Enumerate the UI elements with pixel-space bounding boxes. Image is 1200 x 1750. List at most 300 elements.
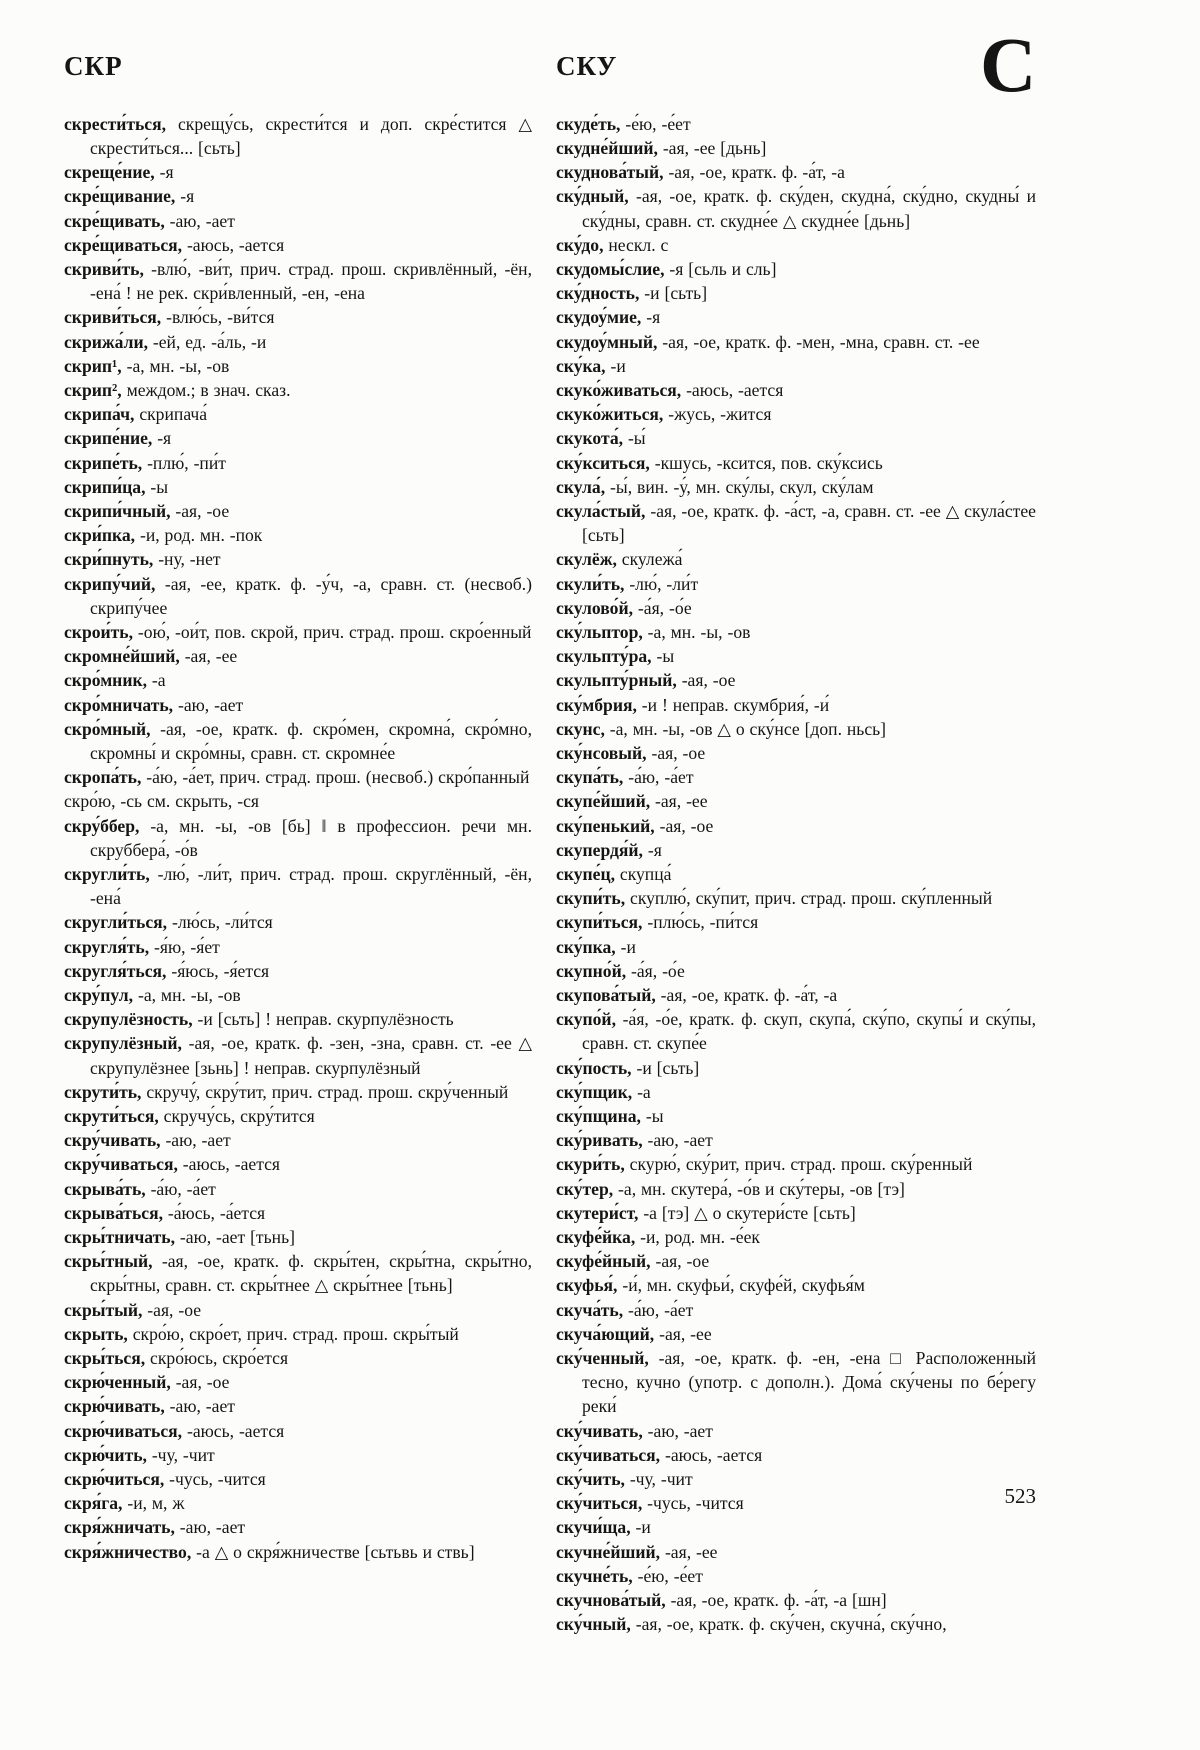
dictionary-entries-left <box>64 112 532 1564</box>
entry-body: -чу, -чит <box>151 1444 215 1465</box>
entry-body: -а́ю, -а́ет <box>628 767 694 788</box>
headword: скры́тный, <box>64 1251 153 1272</box>
headword: ску́ривать, <box>556 1130 643 1151</box>
entry-body: -а [тэ] △ о скутери́сте [сьть] <box>643 1202 856 1223</box>
entry-body: скручу́сь, скру́тится <box>163 1106 315 1127</box>
entry-body: -е́ю, -е́ет <box>625 113 691 134</box>
headword: скрю́чиваться, <box>64 1420 183 1441</box>
entry-body: -и <box>620 936 636 957</box>
entry-body: -а́юсь, -а́ется <box>167 1202 266 1223</box>
dictionary-entry <box>556 330 1036 354</box>
entry-body: -ая, -ое <box>147 1299 202 1320</box>
headword: скрю́ченный, <box>64 1372 171 1393</box>
entry-body: -аю, -ает <box>169 210 235 231</box>
entry-body: -кшусь, -ксится, пов. ску́ксись <box>654 452 883 473</box>
entry-body: -а, мн. -ы, -ов △ о ску́нсе [доп. ньсь] <box>609 718 887 739</box>
headword: скуча́ть, <box>556 1299 624 1320</box>
entry-body: -а <box>637 1081 651 1102</box>
headword: скуфья́, <box>556 1275 618 1296</box>
headword: ску́дность, <box>556 283 640 304</box>
entry-body: -аю, -ает [тьнь] <box>179 1227 295 1248</box>
headword: скучнова́тый, <box>556 1590 666 1611</box>
entry-body: нескл. с <box>608 234 669 255</box>
dictionary-entry <box>64 1225 532 1249</box>
headword: скульпту́ра, <box>556 646 652 667</box>
headword: ску́ка, <box>556 355 606 376</box>
dictionary-entry <box>556 983 1036 1007</box>
entry-body: -ою́, -ои́т, пов. скрой, прич. страд. прош. скро́енный <box>137 621 532 642</box>
headword: скрипа́ч, <box>64 404 135 425</box>
headword: ску́ченный, <box>556 1348 649 1369</box>
entry-body: -ая, -ее [дьнь] <box>662 137 767 158</box>
entry-body: -лю́сь, -ли́тся <box>171 912 273 933</box>
entry-body: -ая, -ее <box>659 1323 712 1344</box>
headword: скула́стый, <box>556 500 646 521</box>
dictionary-entry <box>556 1540 1036 1564</box>
entry-body: -я [сьль и сль] <box>669 258 777 279</box>
entry-body: междом.; в знач. сказ. <box>126 379 291 400</box>
entry-body: -и <box>610 355 626 376</box>
headword: скупе́йший, <box>556 791 651 812</box>
dictionary-entry <box>556 1419 1036 1443</box>
dictionary-entry <box>556 959 1036 983</box>
dictionary-entry <box>64 1346 532 1370</box>
entry-body: -и, м, ж <box>127 1493 185 1514</box>
headword: скунс, <box>556 718 605 739</box>
entry-body: -аюсь, -ается <box>182 1154 281 1175</box>
entry-body: скуплю́, ску́пит, прич. страд. прош. ску́пленный <box>630 888 993 909</box>
headword: скучи́ща, <box>556 1517 631 1538</box>
headword: скрипу́чий, <box>64 573 156 594</box>
dictionary-entry <box>556 910 1036 934</box>
dictionary-entry <box>64 1443 532 1467</box>
dictionary-entry <box>556 935 1036 959</box>
headword: ску́пенький, <box>556 815 655 836</box>
dictionary-entry <box>64 1298 532 1322</box>
headword: ску́читься, <box>556 1493 643 1514</box>
headword: скула́, <box>556 476 606 497</box>
dictionary-entry <box>64 257 532 305</box>
headword: скры́тый, <box>64 1299 143 1320</box>
entry-body: скро́ю, -сь см. скрыть, -ся <box>64 791 259 812</box>
dictionary-entry <box>64 1128 532 1152</box>
dictionary-entry <box>556 136 1036 160</box>
headword: скупова́тый, <box>556 985 656 1005</box>
entry-body: -аю, -ает <box>169 1396 235 1417</box>
entry-body: -ей, ед. -а́ль, -и <box>152 331 267 352</box>
dictionary-entry <box>556 305 1036 329</box>
headword: скропа́ть, <box>64 767 142 788</box>
dictionary-entry <box>64 475 532 499</box>
dictionary-entry <box>556 1588 1036 1612</box>
entry-body: -ы́ <box>627 428 646 449</box>
headword: скулёж, <box>556 549 617 570</box>
headword: скро́мник, <box>64 670 147 691</box>
dictionary-entry <box>556 475 1036 499</box>
dictionary-entry <box>64 354 532 378</box>
headword: скрижа́ли, <box>64 331 148 352</box>
headword: скре́щивание, <box>64 186 176 207</box>
entry-body: скупца́ <box>619 863 672 884</box>
entry-body: -ая, -ее, кратк. ф. -у́ч, -а, сравн. ст. (несвоб.) скрипу́чее <box>90 573 533 618</box>
dictionary-entry <box>556 354 1036 378</box>
dictionary-entry <box>64 1491 532 1515</box>
entry-body: -я <box>180 186 195 207</box>
headword: скрути́ть, <box>64 1081 142 1102</box>
entry-body: -а, мн. -ы, -ов [бь] ‖ в профессион. речи мн. скруббера́, -о́в <box>90 815 532 860</box>
headword: скуфе́йка, <box>556 1227 636 1248</box>
headword: скрипи́ца, <box>64 476 146 497</box>
dictionary-entry <box>556 1612 1036 1636</box>
entry-body: -я <box>647 839 662 860</box>
headword: ску́льптор, <box>556 621 643 642</box>
dictionary-entry <box>64 1370 532 1394</box>
entry-body: скрещу́сь, скрести́тся и доп. скре́стится △ скрести́ться... [сьть] <box>90 113 532 158</box>
dictionary-entry <box>64 644 532 668</box>
entry-body: -аюсь, -ается <box>186 234 285 255</box>
headword: скру́чивать, <box>64 1130 161 1151</box>
entry-body: -ая, -ое, кратк. ф. ску́ден, скудна́, ску́дно, скудны́ и ску́дны, сравн. ст. скудне́е △ скудне́е [дьнь] <box>582 186 1036 231</box>
entry-body: -ая, -ее <box>664 1541 718 1562</box>
entry-body: -ы <box>656 646 675 667</box>
entry-body: -чусь, -чится <box>169 1469 266 1490</box>
entry-body: -а, мн. -ы, -ов <box>126 355 230 376</box>
headword: скре́щивать, <box>64 210 165 231</box>
entry-body: -ая, -ое, кратк. ф. -ен, -ена □ Расположенный тесно, кучно (употр. с дополн.). Дома́ ску́чены по бе́регу реки́ <box>582 1348 1036 1417</box>
headword: скро́мный, <box>64 718 151 739</box>
entry-body: -и [сьть] <box>636 1057 700 1078</box>
entry-body: -ая, -ое <box>651 742 706 763</box>
headword: скря́жничество, <box>64 1541 192 1562</box>
entry-body: -ы <box>150 476 169 497</box>
headword: скря́жничать, <box>64 1517 175 1538</box>
headword: ску́до, <box>556 234 604 255</box>
dictionary-entry <box>556 1152 1036 1176</box>
headword: ску́пщик, <box>556 1081 633 1102</box>
dictionary-entry <box>556 1177 1036 1201</box>
headword: скудоу́мный, <box>556 331 658 352</box>
headword: скулово́й, <box>556 597 633 618</box>
entry-body: -а́я, -о́е, кратк. ф. скуп, скупа́, ску́по, скупы́ и ску́пы, сравн. ст. скупе́е <box>582 1009 1036 1054</box>
dictionary-entry <box>556 426 1036 450</box>
dictionary-entry <box>64 1104 532 1128</box>
entry-body: -ы <box>645 1106 664 1127</box>
dictionary-entry <box>556 1201 1036 1225</box>
headword: скрупулёзность, <box>64 1009 193 1030</box>
dictionary-entry <box>64 160 532 184</box>
headword: скуфе́йный, <box>556 1251 651 1272</box>
entry-body: -и [сьть] <box>644 283 708 304</box>
dictionary-entry <box>556 1346 1036 1419</box>
headword: скры́ться, <box>64 1348 146 1369</box>
headword: скрю́читься, <box>64 1469 165 1490</box>
entry-body: -я <box>157 428 172 449</box>
headword: скры́тничать, <box>64 1227 175 1248</box>
dictionary-entry <box>64 717 532 765</box>
headword: скругля́ть, <box>64 936 150 957</box>
headword: скромне́йший, <box>64 646 180 667</box>
dictionary-entry <box>64 378 532 402</box>
entry-body: -я́ю, -я́ет <box>154 936 220 957</box>
guide-word-right: СКУ <box>556 51 618 81</box>
headword: скучне́ть, <box>556 1565 633 1586</box>
entry-body: скрипача́ <box>139 404 208 425</box>
dictionary-entry <box>64 1540 532 1564</box>
headword: скря́га, <box>64 1493 123 1514</box>
headword: скрип¹, <box>64 355 122 376</box>
headword: скрыва́ть, <box>64 1178 146 1199</box>
dictionary-entry <box>64 1080 532 1104</box>
dictionary-entry <box>556 1564 1036 1588</box>
dictionary-entry <box>556 741 1036 765</box>
entry-body: -ая, -ое, кратк. ф. скры́тен, скры́тна, скры́тно, скры́тны, сравн. ст. скры́тнее △ скры́тнее [тьнь] <box>90 1251 532 1296</box>
entry-body: -чу, -чит <box>629 1469 693 1490</box>
dictionary-entry <box>556 281 1036 305</box>
dictionary-entry <box>556 1298 1036 1322</box>
entry-body: -жусь, -жится <box>668 404 772 425</box>
headword: скупердя́й, <box>556 839 643 860</box>
headword: скри́пка, <box>64 525 136 546</box>
entry-body: -лю́, -ли́т <box>629 573 699 594</box>
guide-word-left: СКР <box>64 51 123 81</box>
headword: скрип², <box>64 379 122 400</box>
left-column <box>64 52 532 1564</box>
dictionary-entry <box>64 1322 532 1346</box>
entry-body: -ну, -нет <box>158 549 221 570</box>
entry-body: -и, род. мн. -е́ек <box>640 1227 760 1248</box>
dictionary-entry <box>556 693 1036 717</box>
dictionary-entry <box>64 959 532 983</box>
headword: скрупулёзный, <box>64 1033 182 1054</box>
dictionary-entry <box>64 1394 532 1418</box>
entry-body: -аюсь, -ается <box>187 1420 285 1441</box>
dictionary-entry <box>64 547 532 571</box>
headword: скрыть, <box>64 1323 128 1344</box>
headword: скрю́чить, <box>64 1444 147 1465</box>
entry-body: -плю́сь, -пи́тся <box>647 912 759 933</box>
dictionary-entry <box>64 1249 532 1297</box>
entry-body: -ы́, вин. -у́, мн. ску́лы, скул, ску́лам <box>610 476 874 497</box>
entry-body: -а <box>151 670 166 691</box>
headword: скрыва́ться, <box>64 1202 163 1223</box>
headword: ску́дный, <box>556 186 629 207</box>
dictionary-entry <box>556 1007 1036 1055</box>
entry-body: -аюсь, -ается <box>664 1444 763 1465</box>
headword: скрю́чивать, <box>64 1396 165 1417</box>
headword: скриви́ться, <box>64 307 162 328</box>
dictionary-entries-right <box>556 112 1036 1637</box>
dictionary-entry <box>556 547 1036 571</box>
headword: скучне́йший, <box>556 1541 661 1562</box>
entry-body: -ая, -ое, кратк. ф. -мен, -мна, сравн. ст. -ее <box>662 331 980 352</box>
dictionary-entry <box>556 838 1036 862</box>
headword: скру́пул, <box>64 985 134 1005</box>
dictionary-entry <box>556 233 1036 257</box>
headword: ску́кситься, <box>556 452 650 473</box>
dictionary-entry <box>556 499 1036 547</box>
dictionary-entry <box>64 1177 532 1201</box>
dictionary-entry <box>64 402 532 426</box>
dictionary-entry <box>64 426 532 450</box>
entry-body: -а △ о скря́жничестве [сьтьвь и ствь] <box>196 1541 475 1562</box>
dictionary-entry <box>64 451 532 475</box>
dictionary-entry <box>556 717 1036 741</box>
dictionary-entry <box>556 644 1036 668</box>
dictionary-entry <box>64 789 532 813</box>
dictionary-entry <box>556 402 1036 426</box>
entry-body: -а́ю, -а́ет <box>150 1178 216 1199</box>
headword: ску́тер, <box>556 1178 614 1199</box>
headword: скупи́ться, <box>556 912 643 933</box>
headword: скругля́ться, <box>64 960 167 981</box>
entry-body: -ая, -ое, кратк. ф. -а́т, -а [шн] <box>670 1590 887 1611</box>
dictionary-entry <box>556 1322 1036 1346</box>
dictionary-entry <box>556 886 1036 910</box>
entry-body: -а́ю, -а́ет <box>628 1299 694 1320</box>
dictionary-entry <box>556 814 1036 838</box>
headword: ску́чный, <box>556 1614 631 1635</box>
dictionary-entry <box>64 233 532 257</box>
entry-body: -аю, -ает <box>165 1130 231 1151</box>
dictionary-entry <box>64 1007 532 1031</box>
page-number: 523 <box>1004 1484 1036 1508</box>
headword: скули́ть, <box>556 573 625 594</box>
dictionary-entry <box>64 184 532 208</box>
headword: ску́чивать, <box>556 1420 643 1441</box>
entry-body: -влю́, -ви́т, прич. страд. прош. скривлённый, -ён, -ена́ ! не рек. скри́вленный, -ен, -ена <box>90 258 532 304</box>
entry-body: -ая, -ое, кратк. ф. -а́т, -а <box>668 162 845 183</box>
dictionary-entry <box>64 935 532 959</box>
entry-body: -аюсь, -ается <box>686 379 784 400</box>
headword: скуко́житься, <box>556 404 664 425</box>
entry-body: -аю, -ает <box>179 1517 246 1538</box>
headword: ску́нсовый, <box>556 742 647 763</box>
dictionary-entry <box>556 1443 1036 1467</box>
headword: скутери́ст, <box>556 1202 639 1223</box>
dictionary-entry <box>64 765 532 789</box>
entry-body: -ая, -ое, кратк. ф. -а́т, -а <box>660 985 838 1005</box>
entry-body: -аю, -ает <box>647 1130 713 1151</box>
entry-body: -и, род. мн. -пок <box>139 525 263 546</box>
dictionary-entry <box>556 572 1036 596</box>
headword: скрои́ть, <box>64 621 134 642</box>
headword: скуднова́тый, <box>556 162 664 183</box>
dictionary-entry <box>556 765 1036 789</box>
dictionary-entry <box>556 1515 1036 1539</box>
entry-body: -и ! неправ. скумбрия́, -и́ <box>641 694 830 715</box>
headword: скупе́ц, <box>556 863 615 884</box>
dictionary-entry <box>556 596 1036 620</box>
headword: скреще́ние, <box>64 162 155 183</box>
dictionary-entry <box>64 910 532 934</box>
entry-body: -аю, -ает <box>647 1420 713 1441</box>
dictionary-entry <box>556 668 1036 692</box>
dictionary-entry <box>64 1031 532 1079</box>
dictionary-entry <box>64 1419 532 1443</box>
headword: ску́чиваться, <box>556 1444 661 1465</box>
dictionary-entry <box>64 330 532 354</box>
dictionary-entry <box>64 620 532 644</box>
entry-body: -ая, -ее <box>655 791 708 812</box>
headword: скрути́ться, <box>64 1106 159 1127</box>
right-column <box>556 52 1036 1636</box>
dictionary-entry <box>64 693 532 717</box>
entry-body: -ая, -ое, кратк. ф. -зен, -зна, сравн. ст. -ее △ скрупулёзнее [зьнь] ! неправ. скурпулёзный <box>90 1033 532 1078</box>
headword: скудомы́слие, <box>556 258 665 279</box>
dictionary-entry <box>556 1080 1036 1104</box>
entry-body: скручу́, скру́тит, прич. страд. прош. скру́ченный <box>146 1081 509 1102</box>
entry-body: -аю, -ает <box>177 694 244 715</box>
dictionary-entry <box>64 305 532 329</box>
entry-body: -а́я, -о́е <box>631 960 685 981</box>
entry-body: -е́ю, -е́ет <box>637 1565 703 1586</box>
headword: скрипе́ть, <box>64 452 143 473</box>
dictionary-entry <box>556 378 1036 402</box>
dictionary-entry <box>556 1104 1036 1128</box>
headword: скудне́йший, <box>556 137 658 158</box>
entry-body: -ая, -ое, кратк. ф. ску́чен, скучна́, ску́чно, <box>635 1614 947 1635</box>
entry-body: -ая, -ое <box>659 815 714 836</box>
dictionary-entry <box>64 862 532 910</box>
dictionary-entry <box>556 451 1036 475</box>
dictionary-entry <box>64 668 532 692</box>
dictionary-entry <box>64 983 532 1007</box>
headword: скупно́й, <box>556 960 627 981</box>
headword: скругли́ться, <box>64 912 168 933</box>
headword: скрести́ться, <box>64 113 167 134</box>
dictionary-entry <box>64 209 532 233</box>
entry-body: -чусь, -чится <box>647 1493 744 1514</box>
dictionary-entry <box>64 523 532 547</box>
entry-body: -а, мн. скутера́, -о́в и ску́теры, -ов [тэ] <box>618 1178 905 1199</box>
headword: скульпту́рный, <box>556 670 677 691</box>
entry-body: -а, мн. -ы, -ов <box>137 985 241 1005</box>
entry-body: -ая, -ое, кратк. ф. -а́ст, -а, сравн. ст. -ее △ скула́стее [сьть] <box>582 500 1036 546</box>
headword: скупа́ть, <box>556 767 624 788</box>
entry-body: -ая, -ое <box>655 1251 710 1272</box>
headword: скругли́ть, <box>64 863 150 884</box>
dictionary-entry <box>556 1273 1036 1297</box>
entry-body: -ая, -ое, кратк. ф. скро́мен, скромна́, скро́мно, скромны́ и скро́мны, сравн. ст. скромне́е <box>90 718 532 763</box>
headword: скро́мничать, <box>64 694 174 715</box>
headword: скриви́ть, <box>64 258 144 279</box>
entry-body: -а, мн. -ы, -ов <box>647 621 751 642</box>
headword: скрипе́ние, <box>64 428 153 449</box>
dictionary-entry <box>64 112 532 160</box>
entry-body: -а́ю, -а́ет, прич. страд. прош. (несвоб.) скро́панный <box>146 767 530 788</box>
dictionary-entry <box>556 184 1036 232</box>
headword: скупо́й, <box>556 1009 616 1030</box>
headword: ску́чить, <box>556 1469 625 1490</box>
entry-body: -ая, -ее <box>184 646 238 667</box>
headword: ску́мбрия, <box>556 694 637 715</box>
dictionary-entry <box>556 1249 1036 1273</box>
headword: скуко́живаться, <box>556 379 682 400</box>
entry-body: скулежа́ <box>621 549 683 570</box>
entry-body: -я́юсь, -я́ется <box>171 960 270 981</box>
entry-body: -я <box>646 307 661 328</box>
headword: ску́пка, <box>556 936 616 957</box>
entry-body: -и <box>635 1517 651 1538</box>
dictionary-entry <box>64 1201 532 1225</box>
dictionary-entry <box>556 620 1036 644</box>
entry-body: -влю́сь, -ви́тся <box>166 307 275 328</box>
entry-body: -ая, -ое <box>175 1372 230 1393</box>
dictionary-entry <box>64 572 532 620</box>
dictionary-entry <box>64 499 532 523</box>
headword: ску́пщина, <box>556 1106 641 1127</box>
dictionary-entry <box>64 814 532 862</box>
